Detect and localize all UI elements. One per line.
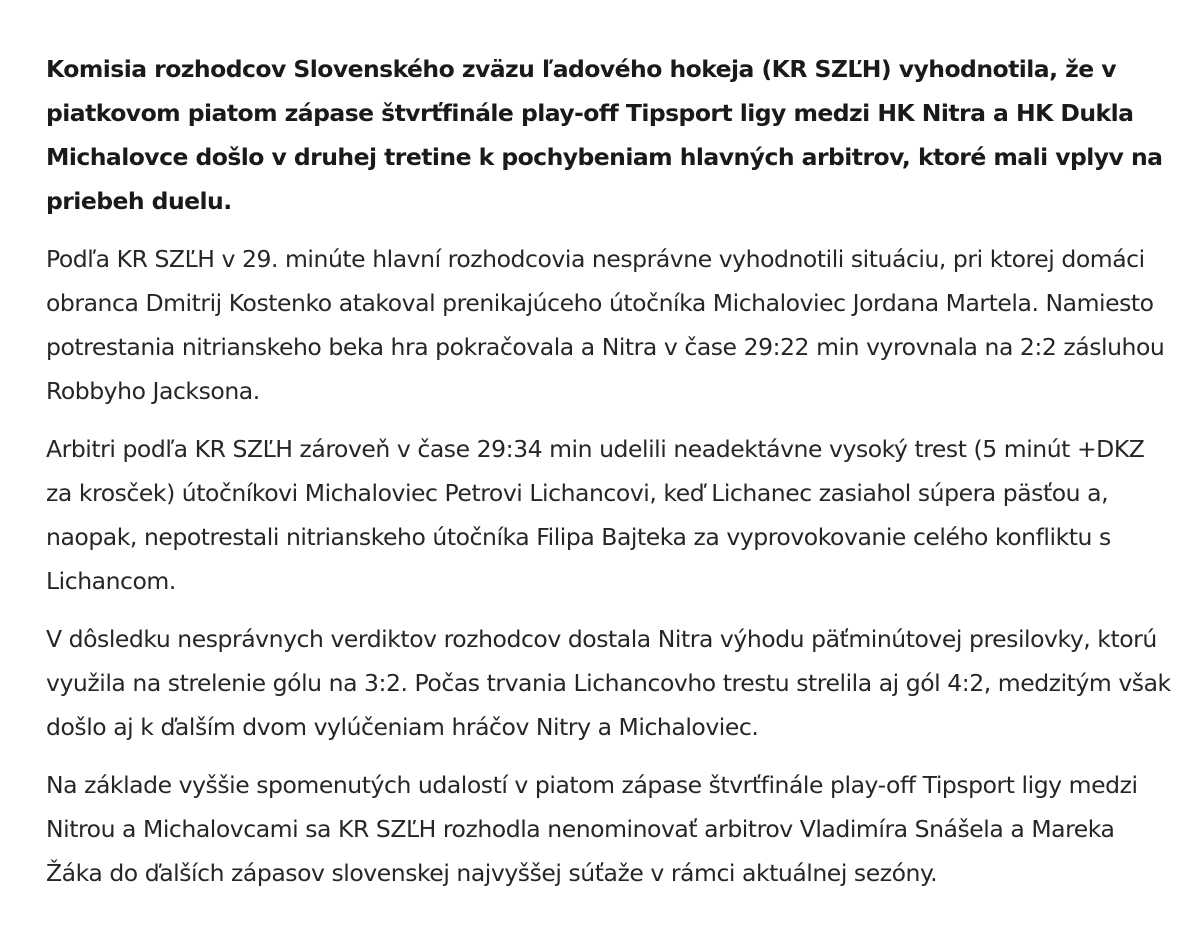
article-paragraph: Arbitri podľa KR SZĽH zároveň v čase 29:34 min udelili neadektávne vysoký trest (5 minút +DKZ za krosček) útočníkovi Michaloviec Petrovi Lichancovi, keď Lichanec zasiahol súpera päsťou a, naopak, nepotrestali nitrianskeho útočníka Filipa Bajteka za vyprovokovanie celého konfliktu s Lichancom. bbox=[46, 435, 1145, 595]
article-paragraph: Podľa KR SZĽH v 29. minúte hlavní rozhodcovia nesprávne vyhodnotili situáciu, pri ktorej domáci obranca Dmitrij Kostenko atakoval prenikajúceho útočníka Michaloviec Jordana Martela. Namiesto potrestania nitrianskeho beka hra pokračovala a Nitra v čase 29:22 min vyrovnala na 2:2 zásluhou Robbyho Jacksona. bbox=[46, 245, 1165, 405]
article-paragraph: Na základe vyššie spomenutých udalostí v piatom zápase štvrťfinále play-off Tipsport ligy medzi Nitrou a Michalovcami sa KR SZĽH rozhodla nenominovať arbitrov Vladimíra Snášela a Mareka Žáka do ďalších zápasov slovenskej najvyššej súťaže v rámci aktuálnej sezóny. bbox=[46, 771, 1138, 887]
article-paragraph: V dôsledku nesprávnych verdiktov rozhodcov dostala Nitra výhodu päťminútovej presilovky, ktorú využila na strelenie gólu na 3:2. Počas trvania Lichancovho trestu strelila aj gól 4:2, medzitým však došlo aj k ďalším dvom vylúčeniam hráčov Nitry a Michaloviec. bbox=[46, 625, 1171, 741]
article-body bbox=[46, 47, 1176, 909]
article-perex: Komisia rozhodcov Slovenského zväzu ľadového hokeja (KR SZĽH) vyhodnotila, že v piatkovom piatom zápase štvrťfinále play-off Tipsport ligy medzi HK Nitra a HK Dukla Michalovce došlo v druhej tretine k pochybeniam hlavných arbitrov, ktoré mali vplyv na priebeh duelu. bbox=[46, 55, 1163, 215]
